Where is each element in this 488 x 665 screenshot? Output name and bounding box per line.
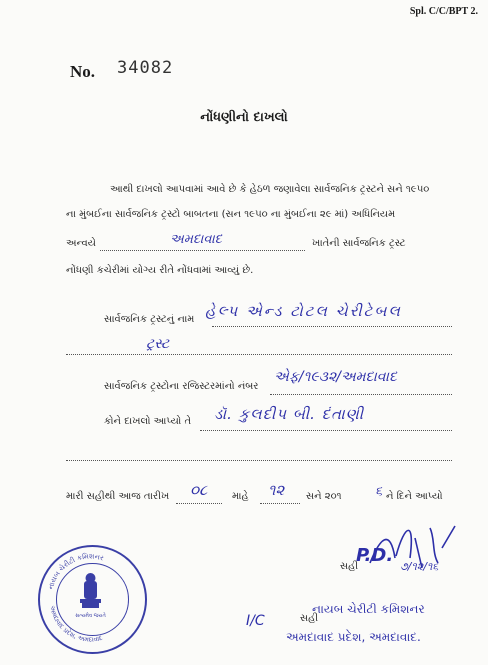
issued-to-value: ડૉ. કુલદીપ બી. દંતાણી (214, 405, 364, 423)
emblem-icon (80, 573, 101, 608)
year-label: સને ૨૦૧ (306, 491, 342, 502)
seal-motto: સત્યમેવ જયતે (75, 613, 106, 619)
day-dotted-line (176, 503, 222, 504)
certificate-number: 34082 (117, 58, 174, 78)
seal-artwork (38, 545, 143, 650)
signatory-office: અમદાવાદ પ્રદેશ, અમદાવાદ. (286, 630, 421, 644)
date-suffix: ને દિને આપ્યો (386, 491, 443, 502)
year-digit: ૬ (375, 484, 383, 499)
register-number-value: એફ/૧૯૩૨/અમદાવાદ (274, 369, 397, 385)
trust-name-label: સાર્વજનિક ટ્રસ્ટનું નામ (104, 314, 195, 325)
form-code: Spl. C/C/BPT 2. (409, 6, 478, 17)
svg-text:અમદાવાદ પ્રદેશ, અમદાવાદ (48, 605, 104, 644)
paragraph-line-4: નોંધણી કચેરીમાં યોગ્ય રીતે નોંધવામાં આવ્યું છે. (66, 265, 254, 276)
month-value: ૧૨ (268, 481, 285, 499)
signatory-designation: નાયબ ચેરીટી કમિશનર (312, 602, 425, 616)
city-dotted-line (100, 250, 305, 251)
paragraph-line-1: આથી દાખલો આપવામાં આવે છે કે હેઠળ જણાવેલા સાર્વજનિક ટ્રસ્ટને સને ૧૯૫૦ (110, 184, 430, 195)
city-handwritten: અમદાવાદ (170, 232, 222, 247)
trust-name-value: હેલ્પ એન્ડ ટોટલ ચેરીટેબલ (205, 302, 402, 320)
official-seal (38, 545, 147, 654)
register-number-label: સાર્વજનિક ટ્રસ્ટોના રજિસ્ટરમાંનો નંબર (104, 381, 259, 392)
paragraph-line-2: ના મુંબઈના સાર્વજનિક ટ્રસ્ટો બાબતના (સન ૧૯૫૦ ના મુંબઈના ૨૯ માં) અધિનિયમ (66, 209, 396, 220)
signature-label-2: સહી (300, 613, 319, 624)
date-prefix: મારી સહીથી આજ તારીખ (66, 491, 170, 502)
signature-io: I/C (246, 613, 265, 629)
blank-dotted-line (66, 460, 452, 461)
paragraph-line-3-suffix: ખાતેની સાર્વજનિક ટ્રસ્ટ (312, 238, 406, 249)
signature-label: સહી (340, 561, 359, 572)
register-number-dotted-line (270, 394, 452, 395)
seal-top-text: નાયબ ચેરીટી કમિશનર (46, 552, 105, 591)
month-dotted-line (260, 503, 300, 504)
issued-to-dotted-line (200, 430, 452, 431)
day-value: ૦૮ (190, 481, 208, 499)
trust-name-dotted-line-2 (66, 354, 452, 355)
paragraph-line-3-prefix: અન્વયે (66, 238, 96, 249)
trust-name-value-line-2: ટ્રસ્ટ (146, 336, 170, 352)
seal-bottom-text: અમદાવાદ પ્રદેશ, અમદાવાદ (48, 604, 104, 644)
trust-name-dotted-line (212, 326, 452, 327)
number-label: No. (70, 62, 96, 81)
issued-to-label: કોને દાખલો આપ્યો તે (104, 416, 192, 427)
certificate-title: નોંધણીનો દાખલો (200, 110, 288, 125)
month-label: માહે (232, 491, 249, 502)
signature-date-scrawl: ૭/૧૨/૧૬ (400, 560, 439, 573)
signature-initials: P.D. (356, 545, 394, 566)
